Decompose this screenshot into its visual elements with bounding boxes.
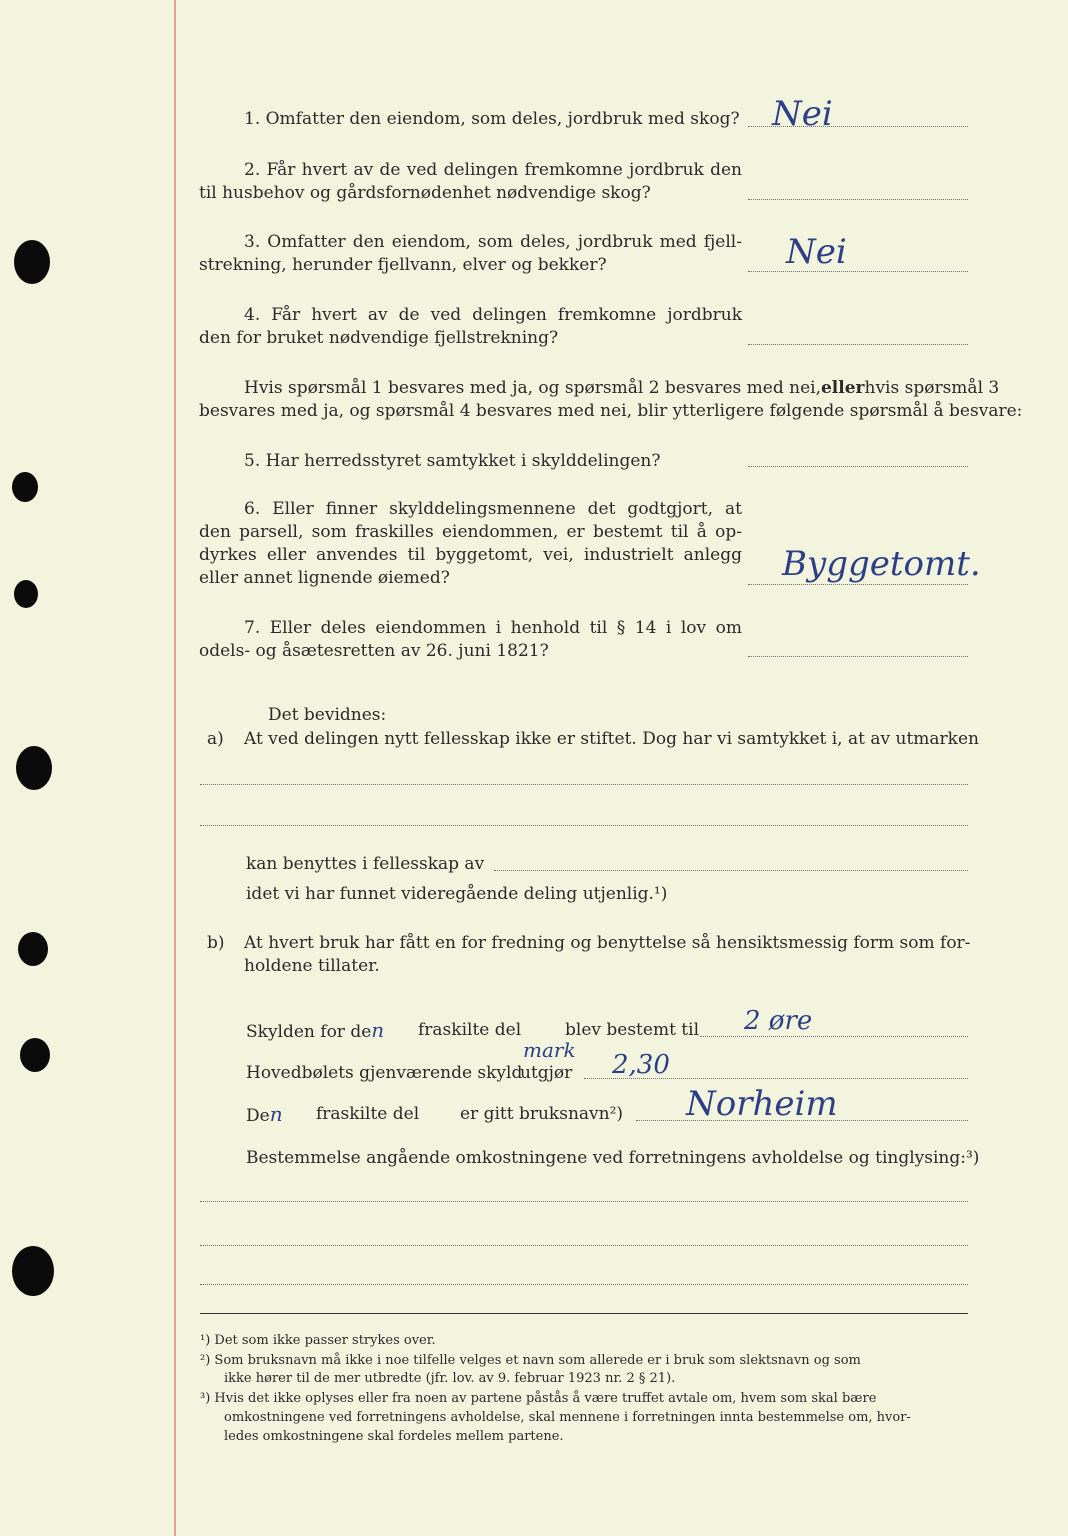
condition-text-bold: eller (820, 378, 865, 398)
skyld-fraskilte-del: fraskilte del (418, 1020, 522, 1040)
binder-hole (14, 240, 50, 284)
section-a-label: a) (207, 729, 224, 749)
bruksnavn-de: De (246, 1106, 270, 1126)
footnote-2-line-2: ikke hører til de mer utbredte (jfr. lov. av 9. februar 1923 nr. 2 § 21). (224, 1371, 676, 1386)
footnote-3-line-1: ³) Hvis det ikke oplyses eller fra noen av partene påstås å være truffet avtale om, hvem som skal bære (200, 1391, 877, 1406)
footnote-3-line-3: ledes omkostningene skal fordeles mellem partene. (224, 1429, 564, 1444)
skyld-bestemt: blev bestemt til (565, 1020, 700, 1040)
skyld-value: 2 øre (744, 1006, 813, 1036)
question-6-line-4: eller annet lignende øiemed? (199, 568, 450, 588)
bevidnes-heading: Det bevidnes: (268, 705, 387, 725)
answer-6: Byggetomt. (782, 544, 981, 584)
question-4-line-1: 4. Får hvert av de ved delingen fremkomne jordbruk (244, 305, 742, 325)
bruksnavn-line (246, 1103, 283, 1128)
videregaende-text: idet vi har funnet videregående deling utjenlig.¹) (246, 884, 668, 904)
condition-line-2: besvares med ja, og spørsmål 4 besvares med nei, blir ytterligere følgende spørsmål å besvare: (199, 401, 1023, 421)
answer-3: Nei (786, 232, 847, 272)
section-b-line-2: holdene tillater. (244, 956, 380, 976)
omkostninger-text: Bestemmelse angående omkostningene ved forretningens avholdelse og tinglysing:³) (246, 1148, 980, 1168)
condition-text-a: Hvis spørsmål 1 besvares med ja, og spørsmål 2 besvares med nei, (244, 378, 821, 398)
margin-line (174, 0, 176, 1536)
answer-line-4 (748, 344, 968, 345)
answer-line-5 (748, 466, 968, 467)
answer-line-2 (748, 199, 968, 200)
question-6-line-2: den parsell, som fraskilles eiendommen, er bestemt til å op- (199, 522, 742, 542)
handwritten-n: n (269, 1102, 283, 1126)
bruksnavn-value: Norheim (686, 1084, 838, 1124)
bruksnavn-label: er gitt bruksnavn²) (460, 1104, 624, 1124)
blank-line (200, 784, 968, 785)
answer-line-6 (748, 584, 968, 585)
question-7-line-2: odels- og åsætesretten av 26. juni 1821? (199, 641, 549, 661)
handwritten-n: n (371, 1018, 385, 1042)
fellesskap-line (494, 870, 968, 871)
hovedbol-utgjor: utgjør (520, 1063, 573, 1083)
skyld-line (700, 1036, 968, 1037)
condition-text-c: hvis spørsmål 3 (864, 378, 1000, 398)
binder-hole (16, 746, 52, 790)
binder-hole (12, 1246, 54, 1296)
question-3-line-1: 3. Omfatter den eiendom, som deles, jordbruk med fjell- (244, 232, 742, 252)
question-4-line-2: den for bruket nødvendige fjellstrekning? (199, 328, 559, 348)
binder-hole (12, 472, 38, 502)
question-6-line-3: dyrkes eller anvendes til byggetomt, vei, industrielt anlegg (199, 545, 742, 565)
question-2-line-2: til husbehov og gårdsfornødenhet nødvendige skog? (199, 183, 651, 203)
binder-hole (14, 580, 38, 608)
blank-line (200, 1201, 968, 1202)
question-5: 5. Har herredsstyret samtykket i skylddelingen? (244, 451, 661, 471)
question-1: 1. Omfatter den eiendom, som deles, jordbruk med skog? (244, 109, 740, 129)
skyld-line-1 (246, 1019, 384, 1044)
answer-line-3 (748, 271, 968, 272)
footnote-1: ¹) Det som ikke passer strykes over. (200, 1333, 436, 1348)
question-6-line-1: 6. Eller finner skylddelingsmennene det godtgjort, at (244, 499, 742, 519)
condition-line-1 (244, 377, 1000, 400)
question-2-line-1: 2. Får hvert av de ved delingen fremkomne jordbruk den (244, 160, 742, 180)
footnote-rule (200, 1313, 968, 1314)
question-7-line-1: 7. Eller deles eiendommen i henhold til § 14 i lov om (244, 618, 742, 638)
skyld-label: Skylden for de (246, 1022, 372, 1042)
fellesskap-text: kan benyttes i fellesskap av (246, 854, 485, 874)
binder-hole (18, 932, 48, 966)
answer-1: Nei (772, 94, 833, 134)
hovedbol-label: Hovedbølets gjenværende skyld (246, 1063, 523, 1083)
question-3-line-2: strekning, herunder fjellvann, elver og bekker? (199, 255, 607, 275)
footnote-2-line-1: ²) Som bruksnavn må ikke i noe tilfelle velges et navn som allerede er i bruk som slektsnavn og som (200, 1353, 861, 1368)
section-a-text: At ved delingen nytt fellesskap ikke er stiftet. Dog har vi samtykket i, at av utmarken (244, 729, 979, 749)
section-b-label: b) (207, 933, 225, 953)
hovedbol-insert: mark (523, 1038, 576, 1062)
hovedbol-value: 2,30 (612, 1050, 670, 1080)
blank-line (200, 825, 968, 826)
binder-hole (20, 1038, 50, 1072)
blank-line (200, 1284, 968, 1285)
answer-line-7 (748, 656, 968, 657)
section-b-line-1: At hvert bruk har fått en for fredning og benyttelse så hensiktsmessig form som for- (244, 933, 971, 953)
footnote-3-line-2: omkostningene ved forretningens avholdelse, skal mennene i forretningen innta bestemmelse om, hvor- (224, 1410, 911, 1425)
blank-line (200, 1245, 968, 1246)
bruksnavn-fraskilte: fraskilte del (316, 1104, 420, 1124)
